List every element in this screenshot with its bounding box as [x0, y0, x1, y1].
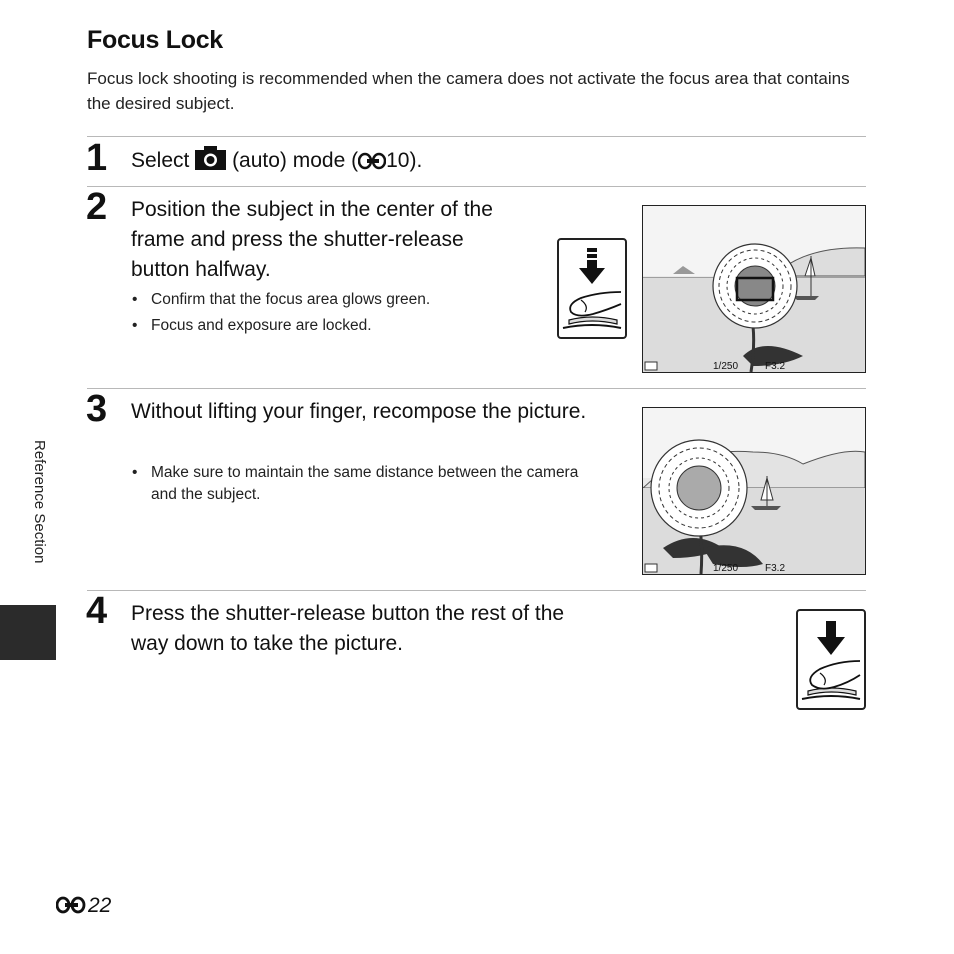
camera-screen-recompose	[642, 407, 866, 575]
side-tab-text: Reference Section	[31, 440, 48, 564]
step-1-number: 1	[86, 137, 108, 179]
step-3-bullets	[132, 462, 582, 510]
shutter-half-press-illustration	[557, 238, 627, 339]
intro-paragraph: Focus lock shooting is recommended when the camera does not activate the focus area that contains the desired subject.	[87, 69, 850, 113]
aperture-readout: F3.2	[765, 563, 786, 574]
page-number	[56, 894, 111, 920]
page-number-value: 22	[88, 894, 112, 917]
step-4-number: 4	[86, 590, 108, 632]
side-tab-marker	[0, 605, 56, 660]
shutter-speed-readout: 1/250	[713, 361, 739, 372]
reference-icon	[56, 896, 86, 920]
step-4-text: Press the shutter-release button the rest of the way down to take the picture.	[131, 602, 565, 655]
shutter-full-press-illustration	[796, 609, 866, 710]
step-2-text: Position the subject in the center of the frame and press the shutter-release button halfway.	[131, 198, 493, 281]
step-1-text-middle: (auto) mode (	[232, 149, 359, 172]
step-3-number: 3	[86, 388, 108, 430]
side-tab-label	[30, 440, 50, 590]
camera-icon	[195, 146, 226, 179]
step-2-number: 2	[86, 186, 108, 228]
list-item: • Make sure to maintain the same distance between the camera and the subject.	[132, 464, 579, 503]
aperture-readout: F3.2	[765, 361, 786, 372]
step-1-text	[131, 146, 422, 179]
divider	[87, 590, 866, 591]
step-1-text-after: 10).	[386, 149, 423, 172]
camera-screen-focus	[642, 205, 866, 373]
divider	[87, 388, 866, 389]
reference-icon	[358, 149, 386, 179]
divider	[87, 136, 866, 137]
step-2-bullets	[132, 289, 430, 341]
step-1-text-before: Select	[131, 149, 190, 172]
divider	[87, 186, 866, 187]
page-title: Focus Lock	[87, 26, 223, 54]
list-item: • Confirm that the focus area glows green.	[132, 291, 431, 308]
shutter-speed-readout: 1/250	[713, 563, 739, 574]
list-item: • Focus and exposure are locked.	[132, 317, 372, 334]
step-3-text: Without lifting your finger, recompose the picture.	[131, 400, 587, 423]
